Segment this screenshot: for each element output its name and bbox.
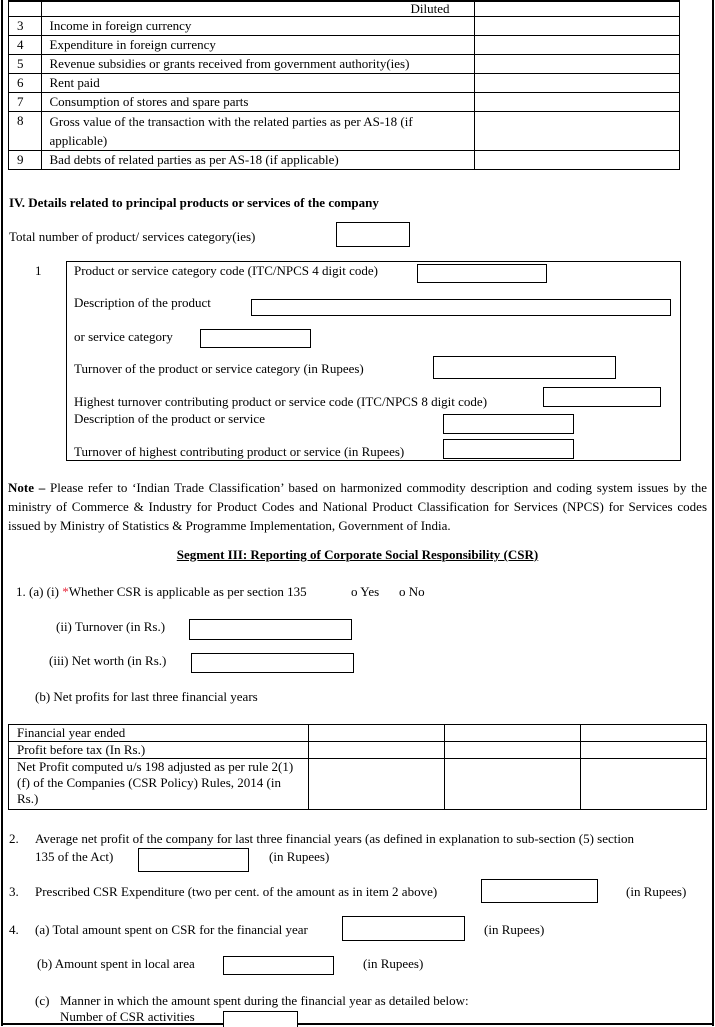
row-value-field[interactable] (474, 55, 679, 74)
highest-turnover-label: Turnover of highest contributing product or service (in Rupees) (74, 444, 405, 459)
q3-number: 3. (9, 884, 19, 899)
q4a-unit: (in Rupees) (484, 922, 545, 937)
csr-applicable-no-radio[interactable]: o No (399, 584, 425, 599)
row-value-field[interactable] (474, 93, 679, 112)
table-row (9, 725, 707, 742)
category-code-label: Product or service category code (ITC/NPCS 4 digit code) (74, 263, 378, 278)
note-text: Please refer to ‘Indian Trade Classification’ based on harmonized commodity description and coding system issues by the ministry of Commerce & Industry for Product Codes and National Product Classification for Services (NPCS) for Services codes issued by Ministry of Statistics & Programme Implementation, Government of India. (8, 480, 707, 533)
page-border-right (712, 0, 714, 1026)
row-number: 3 (9, 17, 42, 36)
description-label-line1: Description of the product (74, 295, 211, 310)
csr-applicable-yes-radio[interactable]: o Yes (351, 584, 380, 599)
table-row (9, 74, 680, 93)
net-worth-input[interactable] (191, 653, 354, 673)
q3-label: Prescribed CSR Expenditure (two per cent. of the amount as in item 2 above) (35, 884, 438, 899)
row-label: Profit before tax (In Rs.) (9, 742, 309, 759)
turnover-label: (ii) Turnover (in Rs.) (56, 619, 166, 634)
q3-unit: (in Rupees) (626, 884, 687, 899)
year-3-field[interactable] (580, 742, 706, 759)
q2-number: 2. (9, 831, 19, 846)
required-asterisk: * (62, 584, 69, 599)
category-code-input[interactable] (417, 264, 547, 283)
q4b-unit: (in Rupees) (363, 956, 424, 971)
q4a-label: (a) Total amount spent on CSR for the financial year (35, 922, 308, 937)
q4-number: 4. (9, 922, 19, 937)
q4c-label: Manner in which the amount spent during the financial year as detailed below: (60, 993, 469, 1008)
q2-label-line1: Average net profit of the company for last three financial years (as defined in explanation to sub-section (5) section (35, 831, 634, 846)
year-1-field[interactable] (308, 742, 444, 759)
average-net-profit-input[interactable] (138, 848, 249, 872)
turnover-category-label: Turnover of the product or service category (in Rupees) (74, 361, 364, 376)
highest-description-input[interactable] (443, 414, 574, 434)
prescribed-csr-input[interactable] (481, 879, 598, 903)
row-label: Net Profit computed u/s 198 adjusted as per rule 2(1)(f) of the Companies (CSR Policy) Rules, 2014 (in Rs.) (9, 759, 309, 810)
net-profits-table (8, 724, 707, 810)
row-label: Revenue subsidies or grants received from government authority(ies) (41, 55, 474, 74)
q1a-row (16, 584, 307, 599)
segment-iii-heading: Segment III: Reporting of Corporate Social Responsibility (CSR) (176, 547, 539, 562)
net-worth-label: (iii) Net worth (in Rs.) (49, 653, 167, 668)
page-border-left (1, 0, 3, 1026)
description-label-line2: or service category (74, 329, 173, 344)
item-number: 1 (35, 263, 42, 278)
table-row (9, 55, 680, 74)
row-number: 7 (9, 93, 42, 112)
csr-activities-count-input[interactable] (223, 1011, 298, 1027)
total-categories-input[interactable] (336, 222, 410, 247)
note-prefix: Note – (8, 480, 46, 495)
table-row (9, 151, 680, 170)
table-row (9, 17, 680, 36)
total-categories-label: Total number of product/ services category(ies) (9, 229, 256, 244)
turnover-input[interactable] (189, 619, 352, 640)
row-label: Rent paid (41, 74, 474, 93)
year-3-field[interactable] (580, 725, 706, 742)
row-label: Financial year ended (9, 725, 309, 742)
row-label: Gross value of the transaction with the related parties as per AS-18 (if applicable) (41, 112, 474, 151)
row-label: Income in foreign currency (41, 17, 474, 36)
highest-code-input[interactable] (543, 387, 661, 407)
year-2-field[interactable] (444, 725, 580, 742)
row-value-field[interactable] (474, 17, 679, 36)
local-area-spent-input[interactable] (223, 956, 334, 975)
highest-description-label: Description of the product or service (74, 411, 265, 426)
q4c-prefix: (c) (35, 993, 50, 1008)
row-value-field[interactable] (474, 36, 679, 55)
year-2-field[interactable] (444, 742, 580, 759)
row-number: 5 (9, 55, 42, 74)
row-label: Expenditure in foreign currency (41, 36, 474, 55)
row-number: 4 (9, 36, 42, 55)
table-row (9, 759, 707, 810)
net-profits-label: (b) Net profits for last three financial years (35, 689, 258, 704)
table-row (9, 36, 680, 55)
row-number: 6 (9, 74, 42, 93)
note-paragraph (8, 478, 707, 535)
table-row (9, 2, 680, 17)
row-value-field[interactable] (474, 2, 679, 17)
row-number (9, 2, 42, 17)
year-2-field[interactable] (444, 759, 580, 810)
year-1-field[interactable] (308, 725, 444, 742)
row-value-field[interactable] (474, 112, 679, 151)
q2-unit: (in Rupees) (269, 849, 330, 864)
table-row (9, 742, 707, 759)
table-row (9, 112, 680, 151)
table-row (9, 93, 680, 112)
section-iv-heading: IV. Details related to principal products or services of the company (9, 195, 379, 210)
total-csr-spent-input[interactable] (342, 916, 465, 941)
csr-activities-count-label: Number of CSR activities (60, 1009, 195, 1024)
q1a-prefix: 1. (a) (i) (16, 584, 63, 599)
row-value-field[interactable] (474, 74, 679, 93)
row-number: 8 (9, 112, 42, 151)
highest-turnover-input[interactable] (443, 439, 574, 459)
highest-code-label: Highest turnover contributing product or service code (ITC/NPCS 8 digit code) (74, 394, 488, 409)
row-value-field[interactable] (474, 151, 679, 170)
row-label: Bad debts of related parties as per AS-18 (if applicable) (41, 151, 474, 170)
service-category-input[interactable] (200, 329, 311, 348)
turnover-category-input[interactable] (433, 356, 616, 379)
description-input[interactable] (251, 299, 671, 316)
year-1-field[interactable] (308, 759, 444, 810)
row-label: Consumption of stores and spare parts (41, 93, 474, 112)
year-3-field[interactable] (580, 759, 706, 810)
q1a-label: Whether CSR is applicable as per section 135 (68, 584, 307, 599)
financial-details-table (8, 1, 680, 170)
row-number: 9 (9, 151, 42, 170)
q2-label-line2: 135 of the Act) (35, 849, 114, 864)
row-label: Diluted (41, 2, 474, 17)
q4b-label: (b) Amount spent in local area (37, 956, 195, 971)
